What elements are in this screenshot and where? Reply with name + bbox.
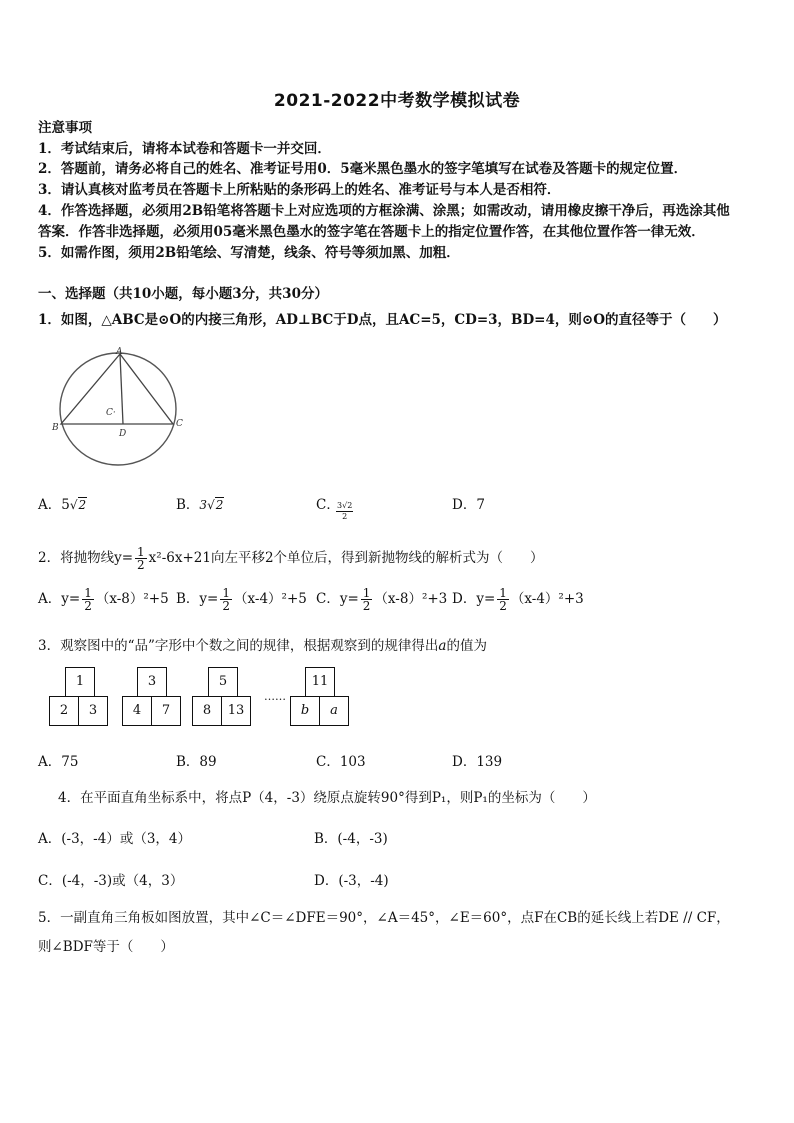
notice-item: 2．答题前，请务必将自己的姓名、准考证号用0．5毫米黑色墨水的签字笔填写在试卷及答题卡的规定位置． — [38, 161, 688, 177]
page-title: 2021-2022中考数学模拟试卷 — [273, 91, 521, 111]
fraction-numerator: 1 — [362, 586, 371, 600]
q1-option-a-radicand: 2 — [78, 498, 87, 512]
q1-option-c-fraction — [336, 501, 353, 522]
fraction-denominator: 2 — [222, 599, 230, 613]
fraction-denominator: 2 — [499, 599, 507, 613]
notice-item: 3．请认真核对监考员在答题卡上所粘贴的条形码上的姓名、准考证号与本人是否相符． — [38, 182, 561, 198]
q2-option-d — [452, 587, 584, 612]
notice-heading: 注意事项 — [38, 120, 92, 136]
option-label: C．y= — [316, 591, 359, 607]
pin-right-box: 7 — [151, 696, 181, 726]
q1-option-a — [38, 493, 87, 513]
pin-top-box: 5 — [208, 667, 238, 697]
q3-text-post: 的值为 — [446, 638, 487, 654]
fraction-numerator: 1 — [84, 586, 92, 600]
q2-option-a — [38, 587, 169, 612]
ellipsis: …… — [264, 690, 286, 703]
question-4-text: 4．在平面直角坐标系中，将点P（4，-3）绕原点旋转90°得到P₁，则P₁的坐标为（ ） — [58, 790, 596, 806]
fraction-numerator: 1 — [222, 586, 230, 600]
section-heading: 一、选择题（共10小题，每小题3分，共30分） — [38, 286, 328, 302]
question-1-text: 1．如图，△ABC是⊙O的内接三角形，AD⊥BC于D点，且AC=5，CD=3，BD=4，则⊙O的直径等于（ ） — [38, 312, 727, 328]
q2-post: x²-6x+21向左平移2个单位后，得到新抛物线的解析式为（ ） — [148, 550, 544, 566]
option-label: B．y= — [176, 591, 219, 607]
notice-item: 1．考试结束后，请将本试卷和答题卡一并交回． — [38, 141, 331, 157]
fraction-denominator: 2 — [362, 599, 371, 613]
q3-variable: a — [438, 638, 447, 654]
pin-left-box: 2 — [49, 696, 79, 726]
fraction-numerator: 1 — [137, 545, 145, 559]
q3-option-b: B．89 — [176, 754, 217, 770]
option-rest: （x-8）²+5 — [95, 591, 169, 607]
notice-item: 5．如需作图，须用2B铅笔绘、写清楚，线条、符号等须加黑、加粗． — [38, 245, 460, 261]
q3-option-a: A．75 — [38, 754, 79, 770]
notice-item: 答案．作答非选择题，必须用05毫米黑色墨水的签字笔在答题卡上的指定位置作答，在其他位置作答一律无效． — [38, 224, 705, 240]
sqrt-symbol: √2 — [69, 498, 87, 512]
label-d: D — [119, 429, 127, 439]
q1-option-d: D．7 — [452, 497, 485, 513]
q4-option-b: B．(-4，-3) — [314, 831, 388, 847]
pin-top-box: 3 — [137, 667, 167, 697]
fraction-denominator: 2 — [84, 599, 92, 613]
option-rest: （x-4）²+5 — [234, 591, 307, 607]
q1-option-c-label: C． — [316, 497, 340, 513]
question-5-text: 5．一副直角三角板如图放置，其中∠C＝∠DFE＝90°，∠A＝45°，∠E＝60°，点F在CB的延长线上若DE // CF， — [38, 910, 730, 926]
q3-option-c: C．103 — [316, 754, 366, 770]
pin-left-box: 4 — [122, 696, 152, 726]
option-fraction — [497, 587, 509, 612]
option-rest: （x-8）²+3 — [374, 591, 448, 607]
q3-option-d: D．139 — [452, 754, 503, 770]
option-fraction — [220, 587, 232, 612]
option-label: D．y= — [452, 591, 496, 607]
q4-option-a: A．(-3，-4）或（3，4） — [38, 831, 191, 847]
sqrt-symbol: √2 — [207, 498, 224, 512]
option-label: A．y= — [38, 591, 81, 607]
q1-option-b-radicand: 2 — [215, 498, 224, 512]
circle-triangle-figure — [48, 344, 198, 474]
q1-option-b-label: B． — [176, 497, 200, 513]
q2-pre: 2．将抛物线y= — [38, 550, 134, 566]
q4-option-d: D．(-3，-4) — [314, 873, 389, 889]
pin-top-box: 11 — [305, 667, 335, 697]
option-rest: （x-4）²+3 — [510, 591, 584, 607]
pin-top-box: 1 — [65, 667, 95, 697]
pin-left-box: 8 — [192, 696, 222, 726]
pin-left-box: b — [290, 696, 320, 726]
fraction-denominator: 2 — [342, 512, 348, 521]
pin-right-box: a — [319, 696, 349, 726]
fraction-denominator: 2 — [137, 558, 145, 572]
option-fraction — [361, 587, 373, 612]
fraction-numerator: 1 — [499, 586, 507, 600]
q2-fraction — [135, 546, 147, 571]
label-c: C — [176, 419, 183, 429]
q2-option-c — [316, 587, 447, 612]
label-b: B — [52, 423, 59, 433]
fraction-numerator: 3√2 — [337, 501, 353, 510]
altitude-ad — [120, 354, 123, 424]
q1-option-b-coef: 3 — [199, 498, 208, 512]
question-2-text — [38, 546, 544, 571]
question-3-text — [38, 634, 487, 654]
triangle-abc — [61, 354, 173, 424]
circle-o — [60, 353, 176, 465]
q4-option-c: C．(-4，-3)或（4，3） — [38, 873, 184, 889]
q2-option-b — [176, 587, 307, 612]
pin-right-box: 3 — [78, 696, 108, 726]
q3-text-pre: 3．观察图中的“品”字形中个数之间的规律，根据观察到的规律得出 — [38, 638, 439, 654]
label-a: A — [116, 347, 123, 357]
pin-right-box: 13 — [221, 696, 251, 726]
question-5-text-cont: 则∠BDF等于（ ） — [38, 939, 174, 955]
label-center: C· — [106, 408, 116, 418]
q1-option-a-label: A．5 — [38, 497, 70, 513]
notice-item: 4．作答选择题，必须用2B铅笔将答题卡上对应选项的方框涂满、涂黑；如需改动，请用橡皮擦干净后，再选涂其他 — [38, 203, 730, 219]
q1-option-b — [176, 493, 224, 513]
option-fraction — [82, 587, 94, 612]
